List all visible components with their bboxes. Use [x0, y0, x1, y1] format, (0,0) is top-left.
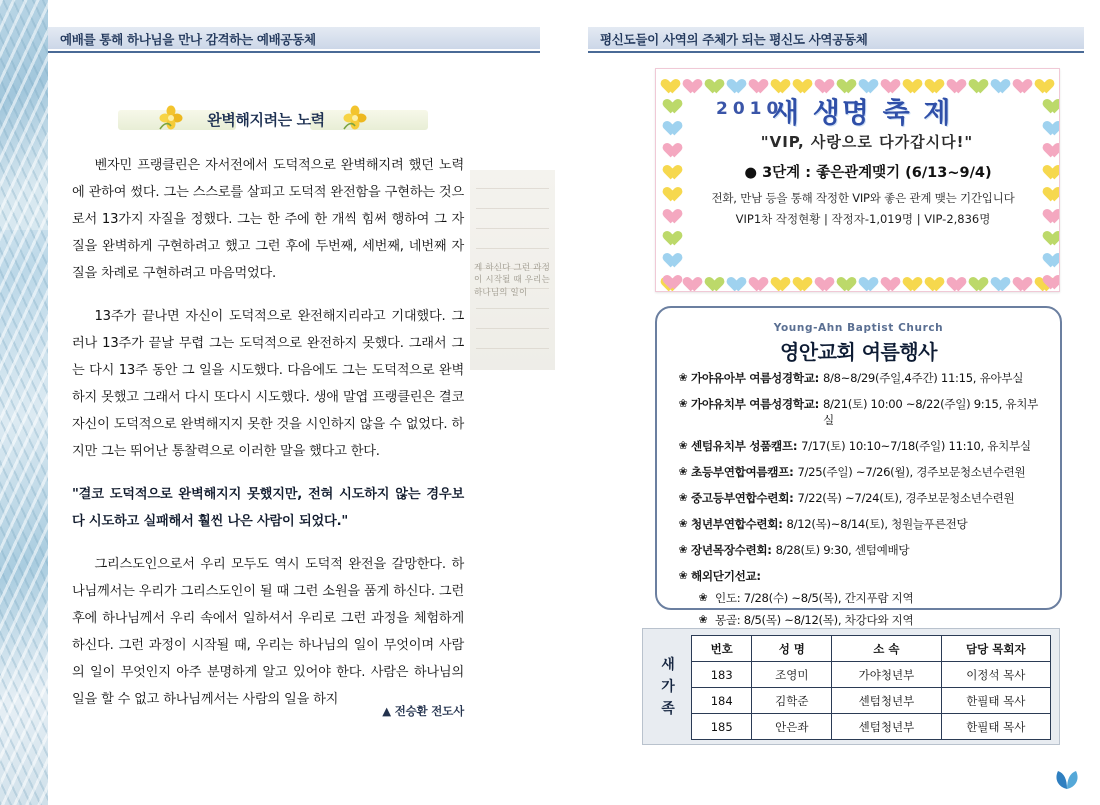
new-family-section	[642, 628, 1060, 745]
heart-icon	[856, 271, 873, 287]
leaf-icon	[1052, 767, 1082, 791]
banner-stage: ● 3단계 : 좋은관계맺기 (6/13~9/4)	[744, 165, 992, 181]
banner-year: 2010	[716, 99, 784, 119]
flower-bullet-icon: ❀	[678, 517, 688, 530]
event-row	[675, 370, 1047, 386]
flower-bullet-icon: ❀	[698, 591, 708, 604]
heart-icon	[878, 73, 895, 89]
heart-icon	[660, 137, 677, 153]
flower-bullet-icon: ❀	[678, 371, 688, 384]
banner-stats: VIP1차 작정현황 | 작정자-1,019명 | VIP-2,836명	[735, 212, 991, 226]
table-header-row	[692, 636, 1051, 662]
photo-band	[0, 0, 48, 230]
table-cell: 안은좌	[752, 714, 832, 740]
event-label: 초등부연합여름캠프:	[691, 465, 794, 479]
side-label-char: 가	[661, 678, 675, 695]
heart-icon	[812, 271, 829, 287]
column-header: 성 명	[752, 636, 832, 662]
heart-icon	[660, 181, 677, 197]
column-header: 번호	[692, 636, 752, 662]
heart-icon	[1040, 203, 1057, 219]
event-label: 센텀유치부 성품캠프:	[691, 439, 798, 453]
table-row	[692, 714, 1051, 740]
banner-description: 전화, 만남 등을 통해 작정한 VIP와 좋은 관계 맺는 기간입니다	[711, 191, 1015, 205]
summer-events-title: 영안교회 여름행사	[779, 340, 938, 364]
table-cell: 184	[692, 688, 752, 714]
heart-icon	[1040, 137, 1057, 153]
flower-bullet-icon: ❀	[678, 397, 688, 410]
heart-icon	[812, 73, 829, 89]
flower-icon	[342, 105, 368, 131]
heart-border-left	[658, 69, 680, 291]
heart-border-right	[1038, 69, 1060, 291]
event-detail: 7/17(토) 10:10~7/18(주일) 11:10, 유치부실	[801, 439, 1031, 453]
heart-icon	[944, 271, 961, 287]
event-row	[675, 516, 1047, 532]
event-detail: 8/8~8/29(주일,4주간) 11:15, 유아부실	[822, 371, 1024, 385]
heart-icon	[900, 271, 917, 287]
heart-icon	[724, 271, 741, 287]
heart-icon	[746, 73, 763, 89]
event-row	[675, 542, 1047, 558]
table-cell: 센텀청년부	[832, 714, 941, 740]
summer-events-box	[655, 306, 1062, 627]
heart-icon	[834, 271, 851, 287]
summer-events-list	[675, 370, 1047, 638]
heart-icon	[660, 159, 677, 175]
heart-icon	[702, 73, 719, 89]
table-row	[692, 688, 1051, 714]
left-header-rule	[48, 51, 540, 53]
heart-icon	[702, 271, 719, 287]
heart-icon	[746, 271, 763, 287]
article-paragraph: 벤자민 프랭클린은 자서전에서 도덕적으로 완벽해지려 했던 노력에 관하여 썼다. 그는 스스로를 살피고 도덕적 완전함을 구현하는 것으로서 13가지 자질을 정했다. 그는 한 주에 한 개씩 힘써 행하여 그 자질을 완벽하게 구현하려고 했고 그런 후에 두번째, 세번째, 네번째 자질을 차례로 구현하려고 마음먹었다.	[72, 158, 464, 281]
banner-subtitle: "VIP, 사랑으로 다가갑시다!"	[760, 133, 974, 151]
flower-bullet-icon: ❀	[678, 543, 688, 556]
table-cell: 조영미	[752, 662, 832, 688]
column-header: 담당 목회자	[941, 636, 1050, 662]
heart-border-top	[656, 71, 1059, 93]
heart-icon	[900, 73, 917, 89]
right-page-header	[588, 27, 1084, 53]
heart-icon	[1040, 269, 1057, 285]
event-detail: 8/28(토) 9:30, 센텀예배당	[775, 543, 910, 557]
heart-icon	[660, 269, 677, 285]
heart-icon	[966, 271, 983, 287]
heart-icon	[724, 73, 741, 89]
event-row	[675, 438, 1047, 454]
mission-detail: 몽골: 8/5(목) ~8/12(목), 차강다와 지역	[715, 613, 914, 627]
right-header-rule	[588, 51, 1084, 53]
event-detail: 7/22(목) ~7/24(토), 경주보문청소년수련원	[797, 491, 1015, 505]
event-label: 가야유아부 여름성경학교:	[691, 371, 819, 385]
banner-title: 새 생명 축 제	[772, 96, 953, 129]
flower-bullet-icon: ❀	[678, 491, 688, 504]
heart-icon	[922, 73, 939, 89]
flower-bullet-icon: ❀	[698, 613, 708, 626]
event-detail: 8/12(목)~8/14(토), 청원늘푸른전당	[786, 517, 968, 531]
heart-icon	[1040, 93, 1057, 109]
article-byline: ▲ 전승환 전도사	[382, 704, 464, 718]
event-label: 가야유치부 여름성경학교:	[691, 397, 819, 411]
side-label-char: 족	[661, 700, 675, 717]
right-header-text: 평신도들이 사역의 주체가 되는 평신도 사역공동체	[600, 32, 868, 47]
heart-icon	[856, 73, 873, 89]
heart-icon	[660, 225, 677, 241]
side-label-char: 새	[661, 656, 675, 673]
table-row	[692, 662, 1051, 688]
flower-icon	[158, 105, 184, 131]
heart-icon	[768, 73, 785, 89]
heart-icon	[988, 73, 1005, 89]
heart-icon	[790, 271, 807, 287]
heart-icon	[922, 271, 939, 287]
heart-icon	[988, 271, 1005, 287]
event-label: 해외단기선교:	[691, 569, 761, 583]
heart-icon	[1040, 159, 1057, 175]
heart-icon	[660, 247, 677, 263]
banner-content	[680, 91, 1035, 269]
flower-bullet-icon: ❀	[678, 569, 688, 582]
flower-bullet-icon: ❀	[678, 465, 688, 478]
article-paragraph: 13주가 끝나면 자신이 도덕적으로 완전해지리라고 기대했다. 그러나 13주가 끝날 무렵 그는 도덕적으로 완전하지 못했다. 그래서 그는 다시 13주 동안 그 일을 시도했다. 다음에도 그는 도덕적으로 완벽하지 못했고 그래서 다시 또다시 시도했다. 생애 말엽 프랭클린은 결코 자신이 도덕적으로 완벽해지지 못한 것을 시인하지 않을 수 없었다. 하지만 그는 뛰어난 통찰력으로 이러한 말을 했다고 한다.	[72, 309, 464, 459]
article-quote: "결코 도덕적으로 완벽해지지 못했지만, 전혀 시도하지 않는 경우보다 시도하고 실패해서 훨씬 나은 사람이 되었다."	[72, 487, 464, 529]
church-english-name: Young-Ahn Baptist Church	[773, 322, 944, 334]
article-body	[72, 152, 464, 729]
heart-icon	[790, 73, 807, 89]
heart-icon	[1040, 181, 1057, 197]
table-cell: 185	[692, 714, 752, 740]
event-detail: 7/25(주일) ~7/26(월), 경주보문청소년수련원	[797, 465, 1026, 479]
article-paragraph: 그리스도인으로서 우리 모두도 역시 도덕적 완전을 갈망한다. 하나님께서는 우리가 그리스도인이 될 때 그런 소원을 품게 하신다. 그런 후에 하나님께서 우리 속에서 일하셔서 우리로 그런 과정을 체험하게 하신다. 그런 과정이 시작될 때, 우리는 하나님의 일이 무엇이며 사람의 일이 무엇인지 아주 분명하게 알고 있어야 한다. 사람은 하나님의 일을 할 수 없고 하나님께서는 사람의 일을 하지	[72, 557, 464, 707]
table-cell: 한필태 목사	[941, 714, 1050, 740]
heart-icon	[834, 73, 851, 89]
heart-icon	[1010, 73, 1027, 89]
background-ghost-text: 게 하신다 그런 과정이 시작될 때 우리는 하나님의 일이	[474, 263, 550, 298]
heart-icon	[966, 73, 983, 89]
heart-icon	[660, 203, 677, 219]
heart-icon	[1040, 115, 1057, 131]
table-cell: 가야청년부	[832, 662, 941, 688]
table-cell: 한필태 목사	[941, 688, 1050, 714]
column-header: 소 속	[832, 636, 941, 662]
event-row	[675, 464, 1047, 480]
heart-icon	[944, 73, 961, 89]
heart-border-bottom	[656, 269, 1059, 291]
mission-sub-row	[695, 612, 1047, 628]
heart-icon	[1040, 247, 1057, 263]
flower-bullet-icon: ❀	[678, 439, 688, 452]
new-family-table	[691, 635, 1051, 740]
heart-icon	[878, 271, 895, 287]
heart-icon	[768, 271, 785, 287]
table-cell: 이정석 목사	[941, 662, 1050, 688]
left-photo-strip	[0, 0, 48, 805]
event-label: 청년부연합수련회:	[691, 517, 783, 531]
heart-icon	[660, 115, 677, 131]
event-label: 장년목장수련회:	[691, 543, 772, 557]
table-cell: 183	[692, 662, 752, 688]
event-row	[675, 568, 1047, 584]
event-detail: 8/21(토) 10:00 ~8/22(주일) 9:15, 유치부실	[822, 397, 1039, 427]
article-title-block	[118, 104, 428, 136]
title-ribbon-right	[310, 110, 428, 130]
mission-detail: 인도: 7/28(수) ~8/5(목), 간지푸람 지역	[715, 591, 914, 605]
event-label: 중고등부연합수련회:	[691, 491, 794, 505]
heart-icon	[660, 93, 677, 109]
left-page-header	[48, 27, 540, 53]
heart-icon	[1010, 271, 1027, 287]
table-cell: 센텀청년부	[832, 688, 941, 714]
article-title: 완벽해지려는 노력	[207, 111, 325, 129]
mission-sub-row	[695, 590, 1047, 606]
festival-banner	[655, 68, 1060, 292]
heart-icon	[680, 73, 697, 89]
new-family-side-label	[651, 637, 685, 736]
heart-icon	[1040, 225, 1057, 241]
event-row	[675, 396, 1047, 428]
left-header-text: 예배를 통해 하나님을 만나 감격하는 예배공동체	[60, 32, 316, 47]
event-row	[675, 490, 1047, 506]
table-cell: 김학준	[752, 688, 832, 714]
